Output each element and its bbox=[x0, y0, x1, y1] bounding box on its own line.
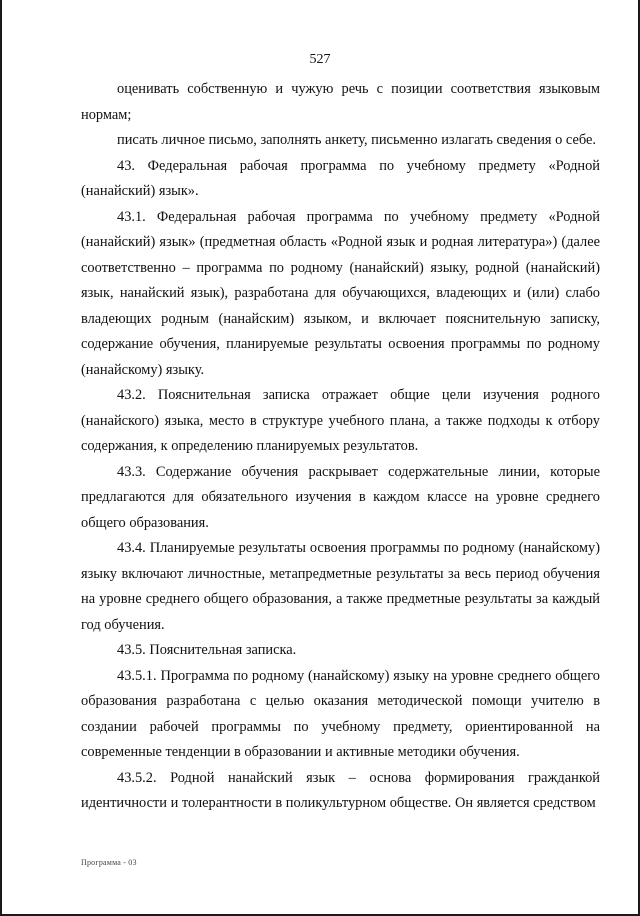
paragraph-43-2: 43.2. Пояснительная записка отражает общие цели изучения родного (нанайского) языка, место в структуре учебного плана, а также подходы к отбору содержания, к определению планируемых результатов. bbox=[81, 387, 600, 454]
paragraph-43-5: 43.5. Пояснительная записка. bbox=[117, 642, 297, 658]
paragraph: писать личное письмо, заполнять анкету, письменно излагать сведения о себе. bbox=[117, 132, 596, 148]
paragraph-43-5-1: 43.5.1. Программа по родному (нанайскому) языку на уровне среднего общего образования разработана с целью оказания методической помощи учителю в создании рабочей программы по учебному предмету, ориентированной на современные тенденции в образовании и активные методики обучения. bbox=[81, 667, 600, 760]
page-border-left bbox=[0, 0, 2, 916]
paragraph: оценивать собственную и чужую речь с позиции соответствия языковым нормам; bbox=[81, 81, 600, 123]
page-footer: Программа - 03 bbox=[81, 858, 137, 867]
paragraph-43-1: 43.1. Федеральная рабочая программа по учебному предмету «Родной (нанайский) язык» (предметная область «Родной язык и родная литература») (далее соответственно – программа по родному (нанайский) языку, родной (нанайский) язык, нанайский язык), разработана для обучающихся, владеющих и (или) слабо владеющих родным (нанайским) языком, и включает пояснительную записку, содержание обучения, планируемые результаты освоения программы по родному (нанайскому) языку. bbox=[81, 208, 600, 378]
paragraph-43-3: 43.3. Содержание обучения раскрывает содержательные линии, которые предлагаются для обязательного изучения в каждом классе на уровне среднего общего образования. bbox=[81, 463, 600, 531]
section-heading-43: 43. Федеральная рабочая программа по учебному предмету «Родной (нанайский) язык». bbox=[81, 157, 600, 199]
page-number: 527 bbox=[309, 52, 331, 67]
paragraph-43-4: 43.4. Планируемые результаты освоения программы по родному (нанайскому) языку включают личностные, метапредметные результаты за весь период обучения на уровне среднего общего образования, а также предметные результаты за каждый год обучения. bbox=[81, 540, 600, 633]
document-body bbox=[81, 77, 600, 817]
paragraph-43-5-2: 43.5.2. Родной нанайский язык – основа формирования гражданкой идентичности и толерантности в поликультурном обществе. Он является средством bbox=[81, 769, 600, 811]
